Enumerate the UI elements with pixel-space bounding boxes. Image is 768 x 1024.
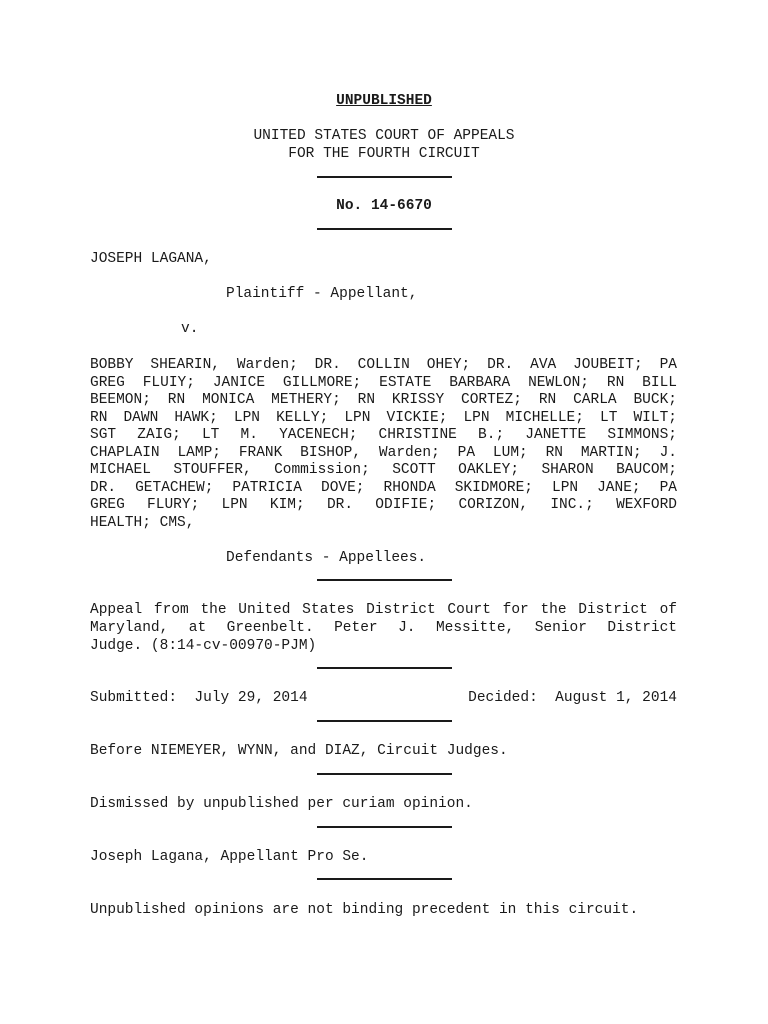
plaintiff-name: JOSEPH LAGANA, — [90, 251, 212, 267]
case-number: No. 14-6670 — [336, 198, 432, 214]
precedent-notice: Unpublished opinions are not binding precedent in this circuit. — [90, 902, 639, 918]
defendants-line: SGT ZAIG; LT M. YACENECH; CHRISTINE B.; JANETTE SIMMONS; — [90, 427, 677, 443]
divider-rule — [317, 667, 452, 669]
divider-rule — [317, 720, 452, 722]
defendants-line: GREG FLUIY; JANICE GILLMORE; ESTATE BARBARA NEWLON; RN BILL — [90, 374, 677, 391]
divider-rule — [317, 826, 452, 828]
disposition: Dismissed by unpublished per curiam opinion. — [90, 796, 473, 812]
divider-rule — [317, 878, 452, 880]
divider-rule — [317, 773, 452, 775]
court-name-line1: UNITED STATES COURT OF APPEALS — [253, 128, 515, 144]
divider-rule — [317, 228, 452, 230]
defendants-line: HEALTH; CMS, — [90, 514, 195, 531]
plaintiff-role: Plaintiff - Appellant, — [226, 286, 418, 302]
divider-rule — [317, 176, 452, 178]
unpublished-heading: UNPUBLISHED — [336, 93, 432, 109]
appeal-line: Maryland, at Greenbelt. Peter J. Messitte, Senior District — [90, 620, 677, 636]
defendants-line: RN DAWN HAWK; LPN KELLY; LPN VICKIE; LPN MICHELLE; LT WILT; — [90, 409, 677, 426]
defendants-line: BEEMON; RN MONICA METHERY; RN KRISSY CORTEZ; RN CARLA BUCK; — [90, 392, 677, 408]
appeal-line: Judge. (8:14-cv-00970-PJM) — [90, 638, 317, 654]
defendants-line: CHAPLAIN LAMP; FRANK BISHOP, Warden; PA LUM; RN MARTIN; J. — [90, 444, 677, 461]
divider-rule — [317, 579, 452, 581]
defendants-line: GREG FLURY; LPN KIM; DR. ODIFIE; CORIZON, INC.; WEXFORD — [90, 497, 677, 513]
versus: v. — [181, 321, 199, 337]
decided-date: Decided: August 1, 2014 — [468, 690, 677, 706]
defendants-line: DR. GETACHEW; PATRICIA DOVE; RHONDA SKIDMORE; LPN JANE; PA — [90, 479, 677, 496]
defendants-role: Defendants - Appellees. — [226, 550, 427, 566]
panel-judges: Before NIEMEYER, WYNN, and DIAZ, Circuit Judges. — [90, 743, 508, 759]
court-name-line2: FOR THE FOURTH CIRCUIT — [288, 146, 480, 162]
defendants-line: MICHAEL STOUFFER, Commission; SCOTT OAKLEY; SHARON BAUCOM; — [90, 462, 677, 478]
appeal-line: Appeal from the United States District Court for the District of — [90, 602, 677, 618]
counsel: Joseph Lagana, Appellant Pro Se. — [90, 849, 369, 865]
submitted-date: Submitted: July 29, 2014 — [90, 690, 308, 706]
defendants-line: BOBBY SHEARIN, Warden; DR. COLLIN OHEY; DR. AVA JOUBEIT; PA — [90, 357, 677, 373]
